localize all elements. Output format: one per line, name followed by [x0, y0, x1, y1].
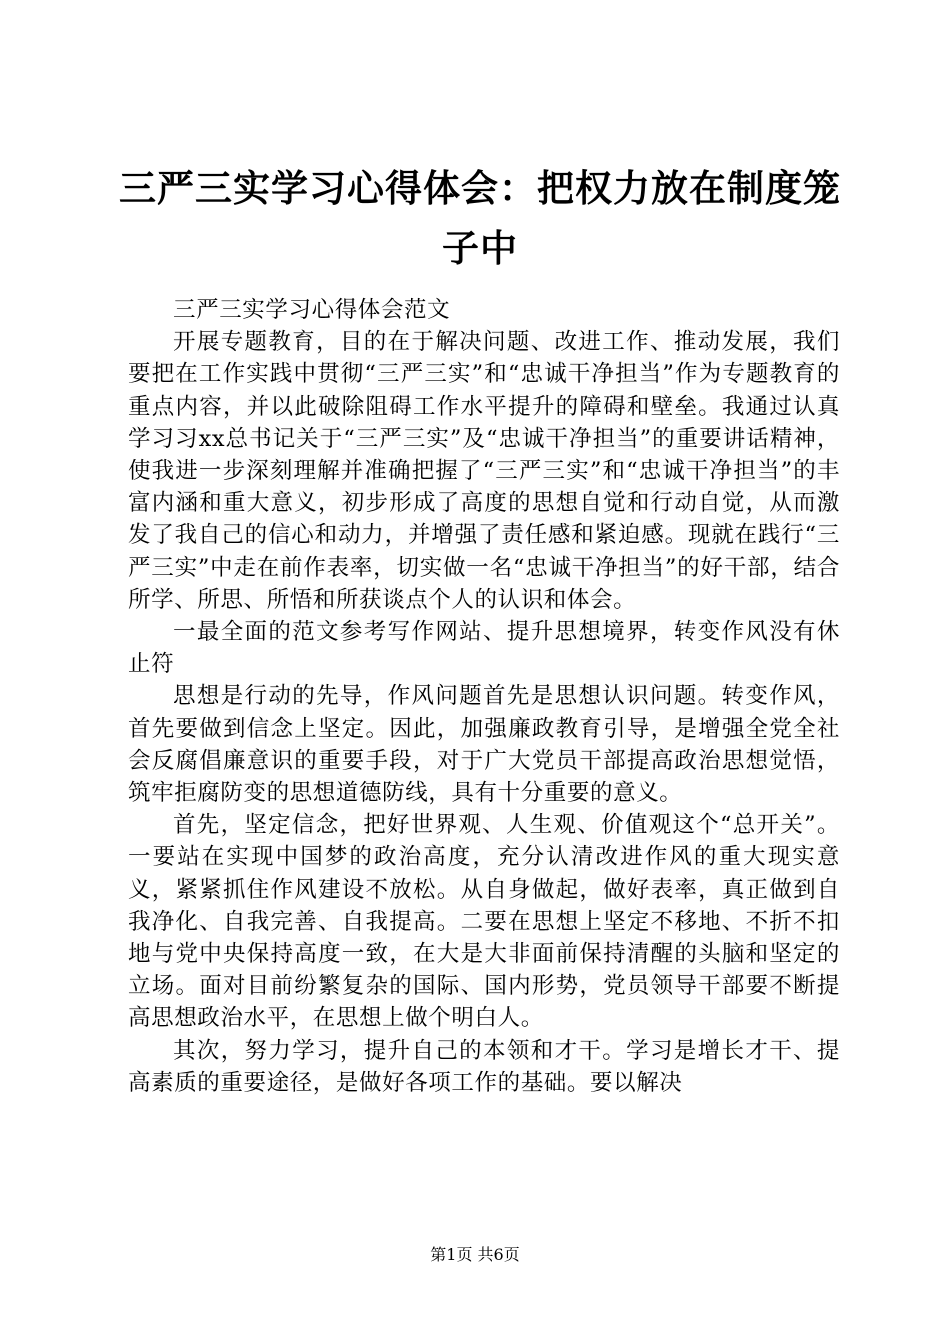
paragraph: 其次，努力学习，提升自己的本领和才干。学习是增长才干、提高素质的重要途径，是做好各项工作的基础。要以解决 — [128, 1037, 840, 1096]
document-body — [128, 294, 840, 1099]
paragraph: 首先，坚定信念，把好世界观、人生观、价值观这个“总开关”。一要站在实现中国梦的政治高度，充分认清改进作风的重大现实意义，紧紧抓住作风建设不放松。从自身做起，做好表率，真正做到自我净化、自我完善、自我提高。二要在思想上坚定不移地、不折不扣地与党中央保持高度一致，在大是大非面前保持清醒的头脑和坚定的立场。面对目前纷繁复杂的国际、国内形势，党员领导干部要不断提高思想政治水平，在思想上做个明白人。 — [128, 812, 840, 1032]
paragraph-heading: 一最全面的范文参考写作网站、提升思想境界，转变作风没有休止符 — [128, 619, 840, 678]
page-footer: 第1页 共6页 — [430, 1245, 520, 1264]
paragraph: 开展专题教育，目的在于解决问题、改进工作、推动发展，我们要把在工作实践中贯彻“三严三实”和“忠诚干净担当”作为专题教育的重点内容，并以此破除阻碍工作水平提升的障碍和壁垒。我通过认真学习习xx总书记关于“三严三实”及“忠诚干净担当”的重要讲话精神，使我进一步深刻理解并准确把握了“三严三实”和“忠诚干净担当”的丰富内涵和重大意义，初步形成了高度的思想自觉和行动自觉，从而激发了我自己的信心和动力，并增强了责任感和紧迫感。现就在践行“三严三实”中走在前作表率，切实做一名“忠诚干净担当”的好干部，结合所学、所思、所悟和所获谈点个人的认识和体会。 — [128, 329, 840, 613]
paragraph: 思想是行动的先导，作风问题首先是思想认识问题。转变作风，首先要做到信念上坚定。因此，加强廉政教育引导，是增强全党全社会反腐倡廉意识的重要手段，对于广大党员干部提高政治思想觉悟，筑牢拒腐防变的思想道德防线，具有十分重要的意义。 — [128, 683, 840, 807]
document-title: 三严三实学习心得体会：把权力放在制度笼子中 — [119, 166, 841, 270]
paragraph-subtitle: 三严三实学习心得体会范文 — [173, 297, 451, 323]
